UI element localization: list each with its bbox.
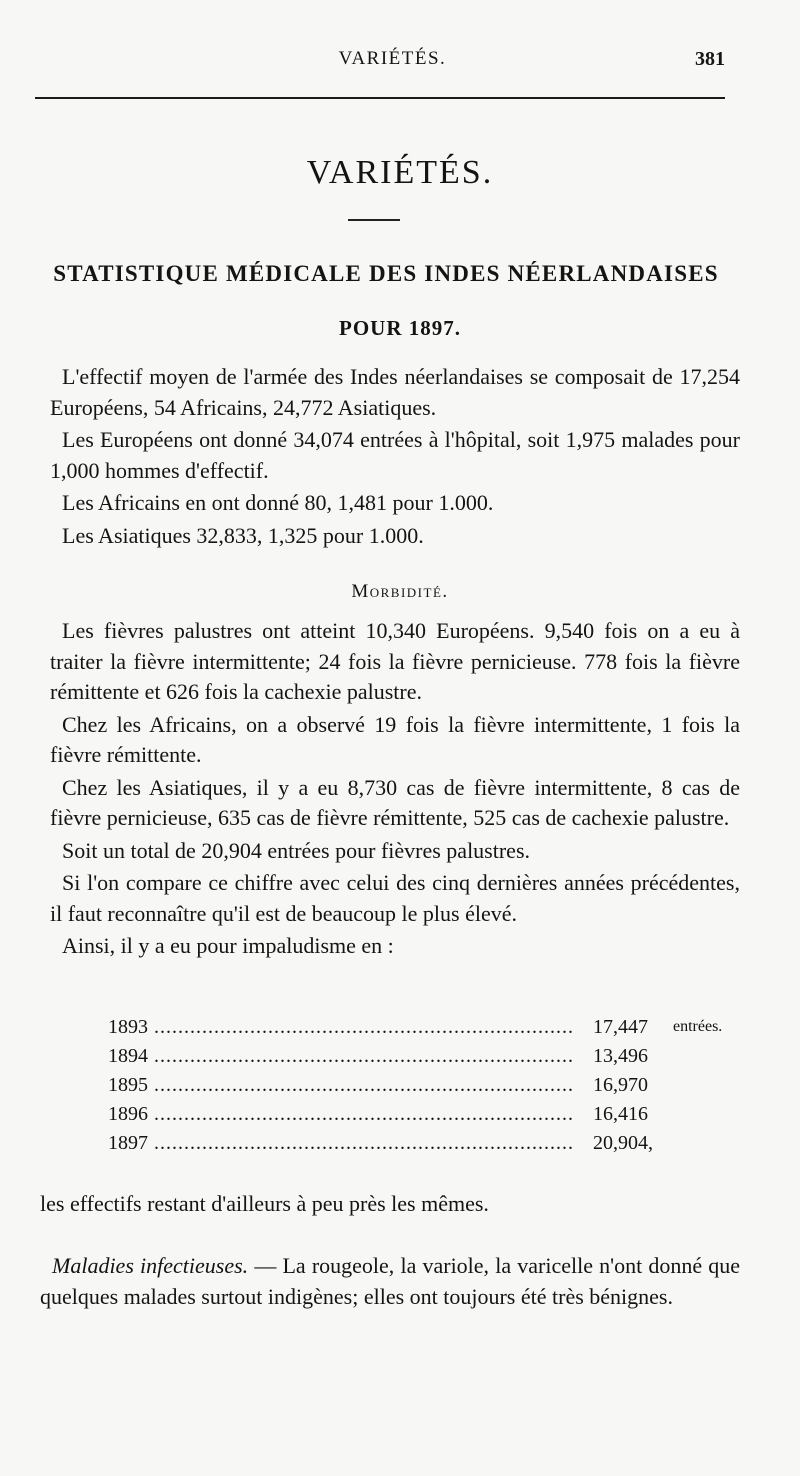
- paragraph: Les Européens ont donné 34,074 entrées à l'hôpital, soit 1,975 malades pour 1,000 hommes d'effectif.: [50, 427, 740, 483]
- table-value: 16,416: [593, 1103, 648, 1125]
- paragraph: L'effectif moyen de l'armée des Indes néerlandaises se composait de 17,254 Européens, 54 Africains, 24,772 Asiatiques.: [50, 364, 740, 420]
- paragraph: les effectifs restant d'ailleurs à peu près les mêmes.: [40, 1191, 489, 1216]
- paragraph: [40, 1251, 740, 1312]
- table-year: 1897 .....: [108, 1132, 573, 1155]
- paragraph: Chez les Asiatiques, il y a eu 8,730 cas de fièvre intermittente, 8 cas de fièvre pernicieuse, 635 cas de fièvre rémittente, 525 cas de cachexie palustre.: [50, 774, 740, 830]
- paragraph: Ainsi, il y a eu pour impaludisme en :: [62, 933, 394, 958]
- table-year: 1895 .....: [108, 1074, 573, 1097]
- paragraph: Chez les Africains, on a observé 19 fois la fièvre intermittente, 1 fois la fièvre rémittente.: [50, 711, 740, 767]
- paragraph: Les Africains en ont donné 80, 1,481 pour 1.000.: [62, 490, 494, 515]
- table-row: [108, 1016, 748, 1045]
- table-value: 20,904,: [593, 1132, 653, 1154]
- article-subtitle: POUR 1897.: [339, 316, 461, 340]
- running-head-title: VARIÉTÉS.: [338, 48, 447, 69]
- table-row: [108, 1103, 748, 1132]
- infectious-diseases-text: [40, 1251, 740, 1312]
- table-year: 1894 .....: [108, 1045, 573, 1068]
- title-divider: [348, 219, 400, 221]
- table-value: 17,447: [593, 1016, 648, 1038]
- article-title: STATISTIQUE MÉDICALE DES INDES NÉERLANDAISES: [53, 261, 719, 286]
- table-row: [108, 1074, 748, 1103]
- main-title: VARIÉTÉS.: [306, 154, 494, 191]
- table-row: [108, 1132, 748, 1161]
- morbidity-text: [50, 616, 740, 962]
- em-dash: —: [248, 1253, 283, 1278]
- paragraph: Les fièvres palustres ont atteint 10,340 Européens. 9,540 fois on a eu à traiter la fièvre intermittente; 24 fois la fièvre pernicieuse. 778 fois la fièvre rémittente et 626 fois la cachexie palustre.: [50, 618, 740, 704]
- table-unit: entrées.: [673, 1018, 723, 1035]
- header-rule: [35, 97, 725, 99]
- paragraph: Les Asiatiques 32,833, 1,325 pour 1.000.: [62, 522, 424, 548]
- table-row: [108, 1045, 748, 1074]
- intro-text: [50, 362, 740, 551]
- infectious-body: La rougeole, la variole, la varicelle n'ont donné que quelques malades surtout indigènes; elles ont toujours été très bénignes.: [40, 1253, 741, 1309]
- table-year: 1896 .....: [108, 1103, 573, 1126]
- page-number: 381: [695, 48, 725, 70]
- table-year: 1893 .....: [108, 1016, 573, 1039]
- running-head: [60, 48, 725, 84]
- paragraph: Si l'on compare ce chiffre avec celui des cinq dernières années précédentes, il faut reconnaître qu'il est de beaucoup le plus élevé.: [50, 870, 740, 926]
- table-value: 13,496: [593, 1045, 648, 1067]
- after-table-text: [40, 1189, 740, 1220]
- section-heading: Morbidité.: [351, 581, 449, 602]
- paragraph: Soit un total de 20,904 entrées pour fièvres palustres.: [62, 837, 531, 863]
- infectious-lead: Maladies infectieuses.: [52, 1253, 249, 1278]
- table-value: 16,970: [593, 1074, 648, 1096]
- malaria-table: [108, 1016, 748, 1161]
